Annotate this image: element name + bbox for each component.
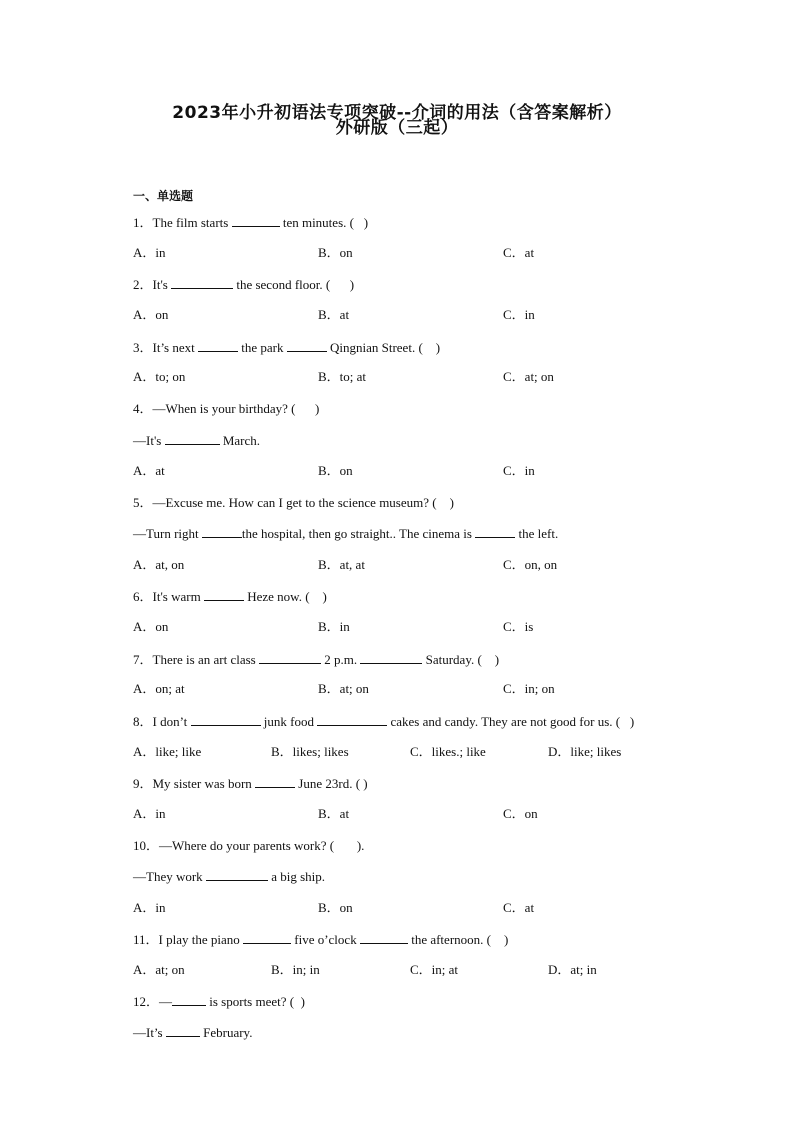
q7-option-a[interactable]: A．on; at (133, 681, 185, 696)
q5-option-c[interactable]: C．on, on (503, 557, 558, 572)
q8-option-d[interactable]: D．like; likes (548, 744, 622, 759)
q8-option-b[interactable]: B．likes; likes (271, 744, 349, 759)
q3-option-b[interactable]: B．to; at (318, 369, 367, 384)
q4-option-c[interactable]: C．in (503, 463, 535, 478)
question-10-reply: —They work a big ship. (133, 869, 325, 884)
q8-option-c[interactable]: C．likes.; like (410, 744, 486, 759)
question-5-reply: —Turn right the hospital, then go straight.. The cinema is the left. (133, 526, 559, 541)
q11-option-c[interactable]: C．in; at (410, 962, 459, 977)
q6-option-a[interactable]: A．on (133, 619, 169, 634)
q7-option-b[interactable]: B．at; on (318, 681, 369, 696)
q10-option-b[interactable]: B．on (318, 900, 353, 915)
q4-option-b[interactable]: B．on (318, 463, 353, 478)
section-heading: 一、单选题 (133, 189, 194, 203)
q7-option-c[interactable]: C．in; on (503, 681, 555, 696)
q3-option-c[interactable]: C．at; on (503, 369, 554, 384)
question-5: 5．—Excuse me. How can I get to the science museum? ( ) (133, 495, 454, 510)
q11-option-b[interactable]: B．in; in (271, 962, 320, 977)
q4-option-a[interactable]: A．at (133, 463, 165, 478)
q3-option-a[interactable]: A．to; on (133, 369, 186, 384)
question-4-reply: —It's March. (133, 433, 261, 448)
q9-option-a[interactable]: A．in (133, 806, 166, 821)
question-11: 11．I play the piano five o’clock the afternoon. ( ) (133, 932, 509, 947)
question-12-reply: —It’s February. (133, 1025, 253, 1040)
q6-option-c[interactable]: C．is (503, 619, 534, 634)
q11-option-a[interactable]: A．at; on (133, 962, 185, 977)
q11-option-d[interactable]: D．at; in (548, 962, 597, 977)
question-7: 7．There is an art class 2 p.m. Saturday. ( ) (133, 652, 500, 667)
q2-option-a[interactable]: A．on (133, 307, 169, 322)
q10-option-c[interactable]: C．at (503, 900, 535, 915)
question-9: 9．My sister was born June 23rd. ( ) (133, 776, 368, 791)
question-10: 10．—Where do your parents work? ( ). (133, 838, 365, 853)
question-12: 12．— is sports meet? ( ) (133, 994, 305, 1009)
document-title: 2023年小升初语法专项突破--介词的用法（含答案解析） (172, 103, 622, 123)
question-6: 6．It's warm Heze now. ( ) (133, 589, 327, 604)
question-2: 2．It's the second floor. ( ) (133, 277, 355, 292)
q9-option-b[interactable]: B．at (318, 806, 350, 821)
q2-option-c[interactable]: C．in (503, 307, 535, 322)
question-3: 3．It’s next the park Qingnian Street. ( ) (133, 340, 441, 355)
q10-option-a[interactable]: A．in (133, 900, 166, 915)
q5-option-a[interactable]: A．at, on (133, 557, 185, 572)
document-subtitle: 外研版（三起） (335, 118, 459, 138)
question-8: 8．I don’t junk food cakes and candy. They are not good for us. ( ) (133, 714, 635, 729)
question-4: 4．—When is your birthday? ( ) (133, 401, 320, 416)
q6-option-b[interactable]: B．in (318, 619, 350, 634)
q2-option-b[interactable]: B．at (318, 307, 350, 322)
q9-option-c[interactable]: C．on (503, 806, 538, 821)
q1-option-a[interactable]: A．in (133, 245, 166, 260)
q1-option-c[interactable]: C．at (503, 245, 535, 260)
q1-option-b[interactable]: B．on (318, 245, 353, 260)
q8-option-a[interactable]: A．like; like (133, 744, 202, 759)
q5-option-b[interactable]: B．at, at (318, 557, 365, 572)
question-1: 1．The film starts ten minutes. ( ) (133, 215, 369, 230)
